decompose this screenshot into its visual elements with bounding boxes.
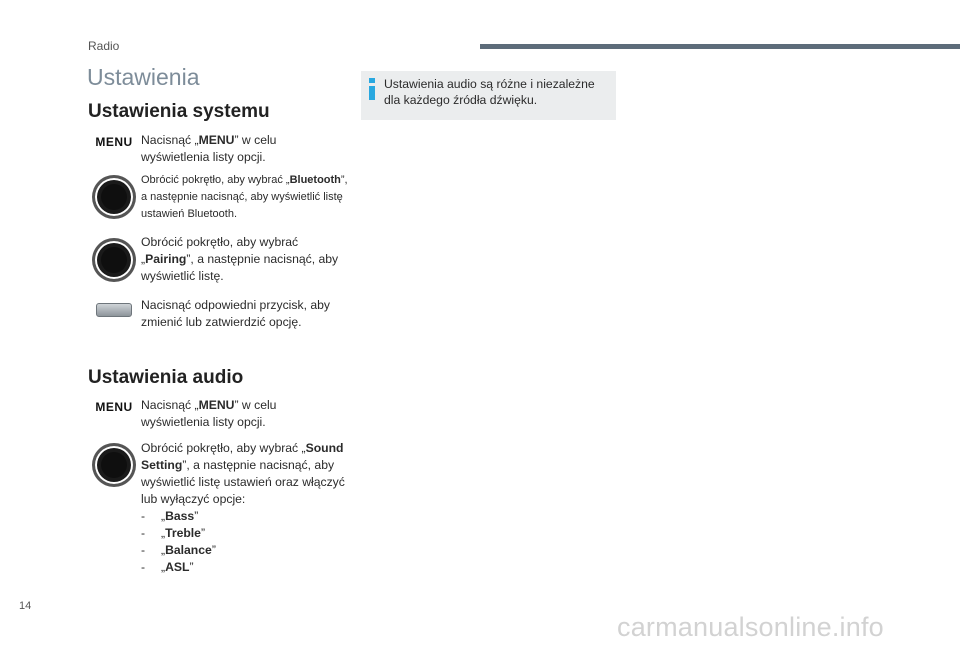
system-step-menu: [88, 132, 348, 166]
step-text: Obrócić pokrętło, aby wybrać „Sound Setting”, a następnie nacisnąć, aby wyświetlić listę ustawień oraz włączyć lub wyłączyć opcje:: [141, 441, 345, 506]
option-item: - „Balance”: [141, 543, 216, 557]
audio-step-sound-setting: [88, 440, 348, 576]
section-title-system: Ustawienia systemu: [88, 101, 270, 122]
step-text: Nacisnąć „MENU” w celu wyświetlenia listy opcji.: [141, 398, 277, 429]
push-button-icon: [96, 303, 132, 317]
header-label: Radio: [88, 39, 120, 53]
menu-button-icon: MENU: [95, 135, 133, 149]
rotary-knob-icon: [95, 241, 133, 279]
option-item: - „Bass”: [141, 509, 199, 523]
rotary-knob-icon: [95, 446, 133, 484]
info-box: [361, 71, 616, 120]
step-text-block: [140, 440, 348, 576]
rotary-knob-icon: [95, 178, 133, 216]
info-text: Ustawienia audio są różne i niezależne dla każdego źródła dźwięku.: [384, 77, 595, 107]
watermark: carmanualsonline.info: [617, 612, 884, 642]
system-step-button: [88, 297, 348, 331]
option-item: - „ASL”: [141, 560, 194, 574]
section-title-audio: Ustawienia audio: [88, 367, 244, 388]
info-icon: [369, 78, 375, 100]
header-bar: [480, 44, 960, 49]
page-title: Ustawienia: [87, 64, 200, 90]
system-step-bluetooth: [88, 172, 348, 223]
step-text: Nacisnąć odpowiedni przycisk, aby zmienić lub zatwierdzić opcję.: [141, 298, 330, 329]
step-text: Nacisnąć „MENU” w celu wyświetlenia listy opcji.: [141, 133, 277, 164]
menu-button-icon: MENU: [95, 400, 133, 414]
audio-step-menu: [88, 397, 348, 431]
step-text: Obrócić pokrętło, aby wybrać „Bluetooth”, a następnie nacisnąć, aby wyświetlić listę ustawień Bluetooth.: [141, 174, 348, 220]
system-step-pairing: [88, 234, 348, 285]
step-text: Obrócić pokrętło, aby wybrać „Pairing”, a następnie nacisnąć, aby wyświetlić listę.: [141, 235, 339, 283]
option-item: - „Treble”: [141, 526, 206, 540]
page-number: 14: [19, 600, 32, 612]
